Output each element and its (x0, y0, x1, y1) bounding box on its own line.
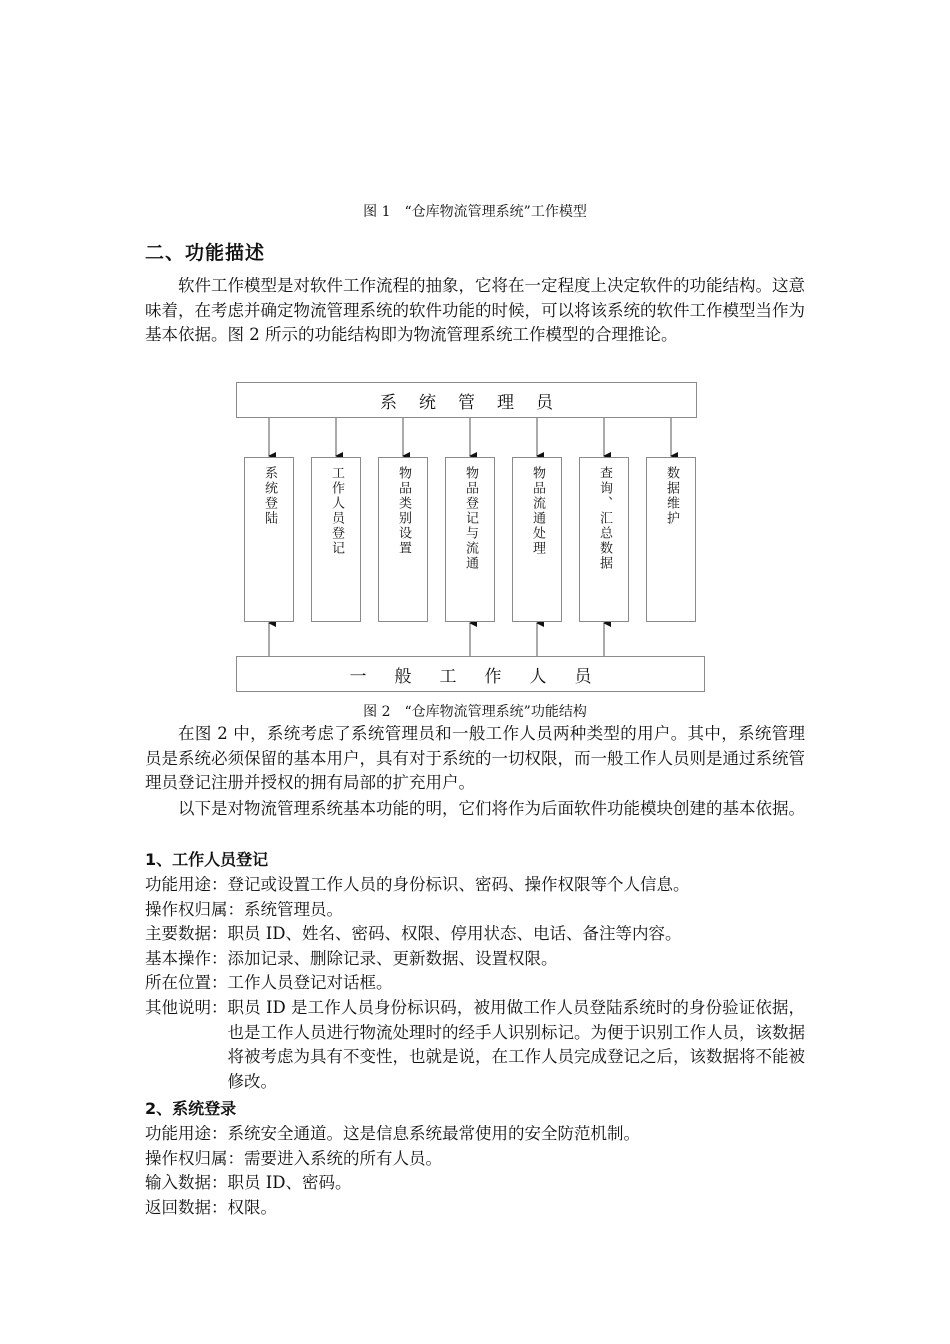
module-label: 物品流通处理 (530, 466, 545, 556)
module-box-3 (378, 457, 428, 622)
figure-2-caption: 图 2 “仓库物流管理系统”功能结构 (363, 704, 587, 720)
section-2-line: 功能用途：系统安全通道。这是信息系统最常使用的安全防范机制。 (145, 1124, 640, 1143)
section-1-line: 主要数据：职员 ID、姓名、密码、权限、停用状态、电话、备注等内容。 (145, 924, 682, 943)
section-1-line: 基本操作：添加记录、删除记录、更新数据、设置权限。 (145, 949, 558, 968)
figure-1-caption: 图 1 “仓库物流管理系统”工作模型 (363, 204, 587, 220)
module-label: 查询、汇总数据 (597, 466, 612, 571)
intro-paragraph: 软件工作模型是对软件工作流程的抽象，它将在一定程度上决定软件的功能结构。这意味着，在考虑并确定物流管理系统的软件功能的时候，可以将该系统的软件工作模型当作为基本依据。图 2 所示的功能结构即为物流管理系统工作模型的合理推论。 (145, 276, 805, 344)
admin-actor-box: 系统管理员 (236, 382, 697, 418)
staff-actor-box: 一般工作人员 (236, 656, 705, 692)
section-1-heading: 1、工作人员登记 (145, 850, 269, 869)
module-box-7 (646, 457, 696, 622)
section-2-line: 操作权归属：需要进入系统的所有人员。 (145, 1149, 442, 1168)
section-2-line: 输入数据：职员 ID、密码。 (145, 1173, 352, 1192)
module-label: 物品登记与流通 (463, 466, 478, 571)
module-box-5 (512, 457, 562, 622)
section-2-line: 返回数据：权限。 (145, 1198, 277, 1217)
other-notes-text: 职员 ID 是工作人员身份标识码，被用做工作人员登陆系统时的身份验证依据，也是工作人员进行物流处理时的经手人识别标记。为便于识别工作人员，该数据将被考虑为具有不变性，也就是说，在工作人员完成登记之后，该数据将不能被修改。 (227, 998, 805, 1091)
section-1-other-notes (145, 996, 805, 1094)
section-1-line: 操作权归属：系统管理员。 (145, 900, 343, 919)
section-1-line: 所在位置：工作人员登记对话框。 (145, 973, 393, 992)
section-2-heading: 2、系统登录 (145, 1099, 237, 1118)
module-label: 物品类别设置 (396, 466, 411, 556)
module-label: 工作人员登记 (329, 466, 344, 556)
other-notes-label: 其他说明： (145, 998, 228, 1017)
module-label: 数据维护 (664, 466, 679, 526)
section-1-line: 功能用途：登记或设置工作人员的身份标识、密码、操作权限等个人信息。 (145, 875, 690, 894)
module-box-1 (244, 457, 294, 622)
module-box-6 (579, 457, 629, 622)
paragraph-3: 以下是对物流管理系统基本功能的明，它们将作为后面软件功能模块创建的基本依据。 (178, 799, 805, 818)
module-box-2 (311, 457, 361, 622)
section-heading: 二、功能描述 (145, 242, 266, 264)
module-label: 系统登陆 (262, 466, 277, 526)
paragraph-2: 在图 2 中，系统考虑了系统管理员和一般工作人员两种类型的用户。其中，系统管理员是系统必须保留的基本用户，具有对于系统的一切权限，而一般工作人员则是通过系统管理员登记注册并授权的拥有局部的扩充用户。 (145, 724, 805, 792)
module-box-4 (445, 457, 495, 622)
